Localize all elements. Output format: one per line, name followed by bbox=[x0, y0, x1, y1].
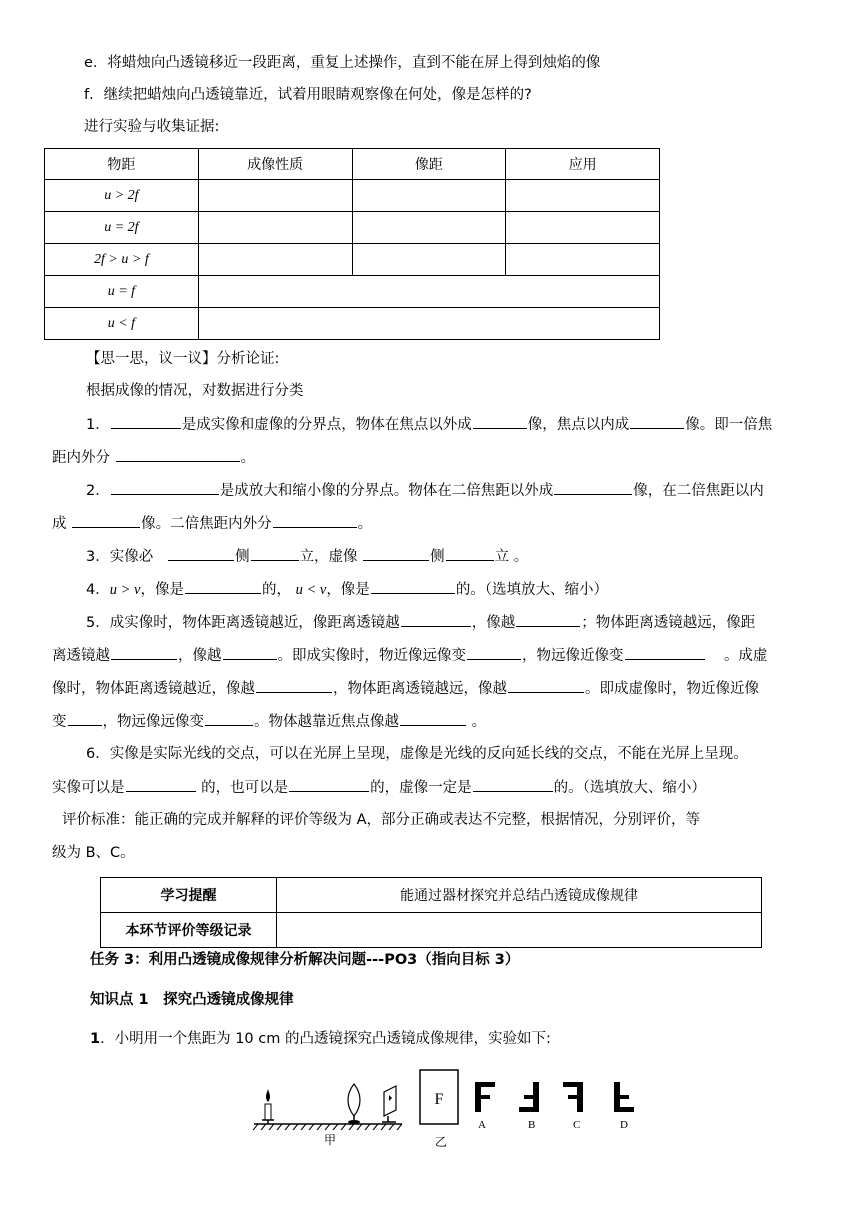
option-D-label: D bbox=[620, 1119, 628, 1131]
table-cell-merged bbox=[198, 276, 659, 308]
optical-bench bbox=[253, 1124, 402, 1130]
question-2-line-1: 2． 是成放大和缩小像的分界点。物体在二倍焦距以外成 像，在二倍焦距以内 bbox=[86, 480, 764, 501]
box-letter: F bbox=[434, 1091, 444, 1108]
question-2-line-2: 成 像。二倍焦距内外分 。 bbox=[52, 513, 372, 534]
question-5-line-2: 离透镜越 ，像越 。即成实像时，物近像远像变 ，物远像近像变 。成虚 bbox=[52, 645, 767, 666]
table-cell bbox=[198, 244, 352, 276]
question-5-line-1: 5．成实像时，物体距离透镜越近，像距离透镜越 ，像越 ；物体距离透镜越远，像距 bbox=[86, 612, 755, 633]
table-row bbox=[45, 244, 660, 276]
option-D-glyph bbox=[614, 1082, 634, 1112]
option-B-label: B bbox=[528, 1119, 536, 1131]
question-3: 3．实像必 侧 立，虚像 侧 立 。 bbox=[86, 546, 528, 567]
candle-icon bbox=[262, 1089, 274, 1124]
knowledge-point-heading: 知识点 1 探究凸透镜成像规律 bbox=[90, 992, 294, 1008]
question-1-line-1: 1． 是成实像和虚像的分界点，物体在焦点以外成 像，焦点以内成 像。即一倍焦 bbox=[86, 414, 772, 435]
row-label: u = f bbox=[45, 276, 199, 308]
question-6-line-1: 6．实像是实际光线的交点，可以在光屏上呈现，虚像是光线的反向延长线的交点，不能在光屏上呈现。 bbox=[86, 746, 748, 762]
question-4: 4．u > v，像是 的， u < v，像是 的。（选填放大、缩小） bbox=[86, 579, 608, 600]
discuss-intro: 根据成像的情况，对数据进行分类 bbox=[86, 383, 304, 399]
grade-record-cell bbox=[277, 913, 762, 948]
evaluation-line-1: 评价标准：能正确的完成并解释的评价等级为 A，部分正确或表达不完整，根据情况，分别评价，等 bbox=[62, 812, 701, 828]
row-label: u < f bbox=[45, 308, 199, 340]
option-A-glyph bbox=[475, 1082, 495, 1112]
table-row bbox=[45, 212, 660, 244]
discuss-title: 【思一思，议一议】分析论证: bbox=[86, 351, 280, 367]
col-header-image-nature: 成像性质 bbox=[198, 149, 352, 180]
col-header-application: 应用 bbox=[506, 149, 660, 180]
question-6-line-2: 实像可以是 的，也可以是 的，虚像一定是 的。（选填放大、缩小） bbox=[52, 777, 706, 798]
evaluation-line-2: 级为 B、C。 bbox=[52, 845, 135, 861]
experiment-label: 进行实验与收集证据: bbox=[84, 119, 220, 135]
row-label: u = 2f bbox=[45, 212, 199, 244]
table-row bbox=[45, 308, 660, 340]
task-3-heading: 任务 3：利用凸透镜成像规律分析解决问题---PO3（指向目标 3） bbox=[90, 952, 520, 968]
reminder-table bbox=[100, 877, 762, 948]
grade-record-label: 本环节评价等级记录 bbox=[101, 913, 277, 948]
reminder-text: 能通过器材探究并总结凸透镜成像规律 bbox=[277, 878, 762, 913]
row-label: 2f > u > f bbox=[45, 244, 199, 276]
option-A-label: A bbox=[478, 1119, 486, 1131]
row-label: u > 2f bbox=[45, 180, 199, 212]
option-B-glyph bbox=[519, 1082, 539, 1112]
question-5-line-3: 像时，物体距离透镜越近，像越 ，物体距离透镜越远，像越 。即成虚像时，物近像近像 bbox=[52, 678, 759, 699]
table-cell bbox=[506, 244, 660, 276]
table-cell bbox=[506, 212, 660, 244]
table-cell-merged bbox=[198, 308, 659, 340]
option-C-glyph bbox=[563, 1082, 583, 1112]
screen-icon bbox=[382, 1086, 396, 1122]
table-cell bbox=[352, 244, 506, 276]
imaging-table bbox=[44, 148, 660, 340]
question-5-line-4: 变 ，物远像远像变 。物体越靠近焦点像越 。 bbox=[52, 711, 486, 732]
table-cell bbox=[352, 180, 506, 212]
step-e: e．将蜡烛向凸透镜移近一段距离，重复上述操作，直到不能在屏上得到烛焰的像 bbox=[84, 55, 601, 71]
table-row bbox=[45, 180, 660, 212]
table-cell bbox=[198, 180, 352, 212]
table-cell bbox=[352, 212, 506, 244]
table-cell bbox=[198, 212, 352, 244]
problem-1: 1．小明用一个焦距为 10 cm 的凸透镜探究凸透镜成像规律，实验如下: bbox=[90, 1031, 551, 1047]
question-1-line-2: 距内外分 。 bbox=[52, 447, 255, 468]
label-jia: 甲 bbox=[324, 1133, 337, 1147]
col-header-image-distance: 像距 bbox=[352, 149, 506, 180]
convex-lens-icon bbox=[348, 1084, 360, 1124]
col-header-object-distance: 物距 bbox=[45, 149, 199, 180]
option-C-label: C bbox=[573, 1119, 581, 1131]
reminder-label: 学习提醒 bbox=[101, 878, 277, 913]
step-f: f．继续把蜡烛向凸透镜靠近，试着用眼睛观察像在何处，像是怎样的? bbox=[84, 87, 532, 103]
experiment-figure bbox=[250, 1064, 650, 1154]
table-cell bbox=[506, 180, 660, 212]
label-yi: 乙 bbox=[435, 1135, 448, 1149]
table-row bbox=[45, 276, 660, 308]
